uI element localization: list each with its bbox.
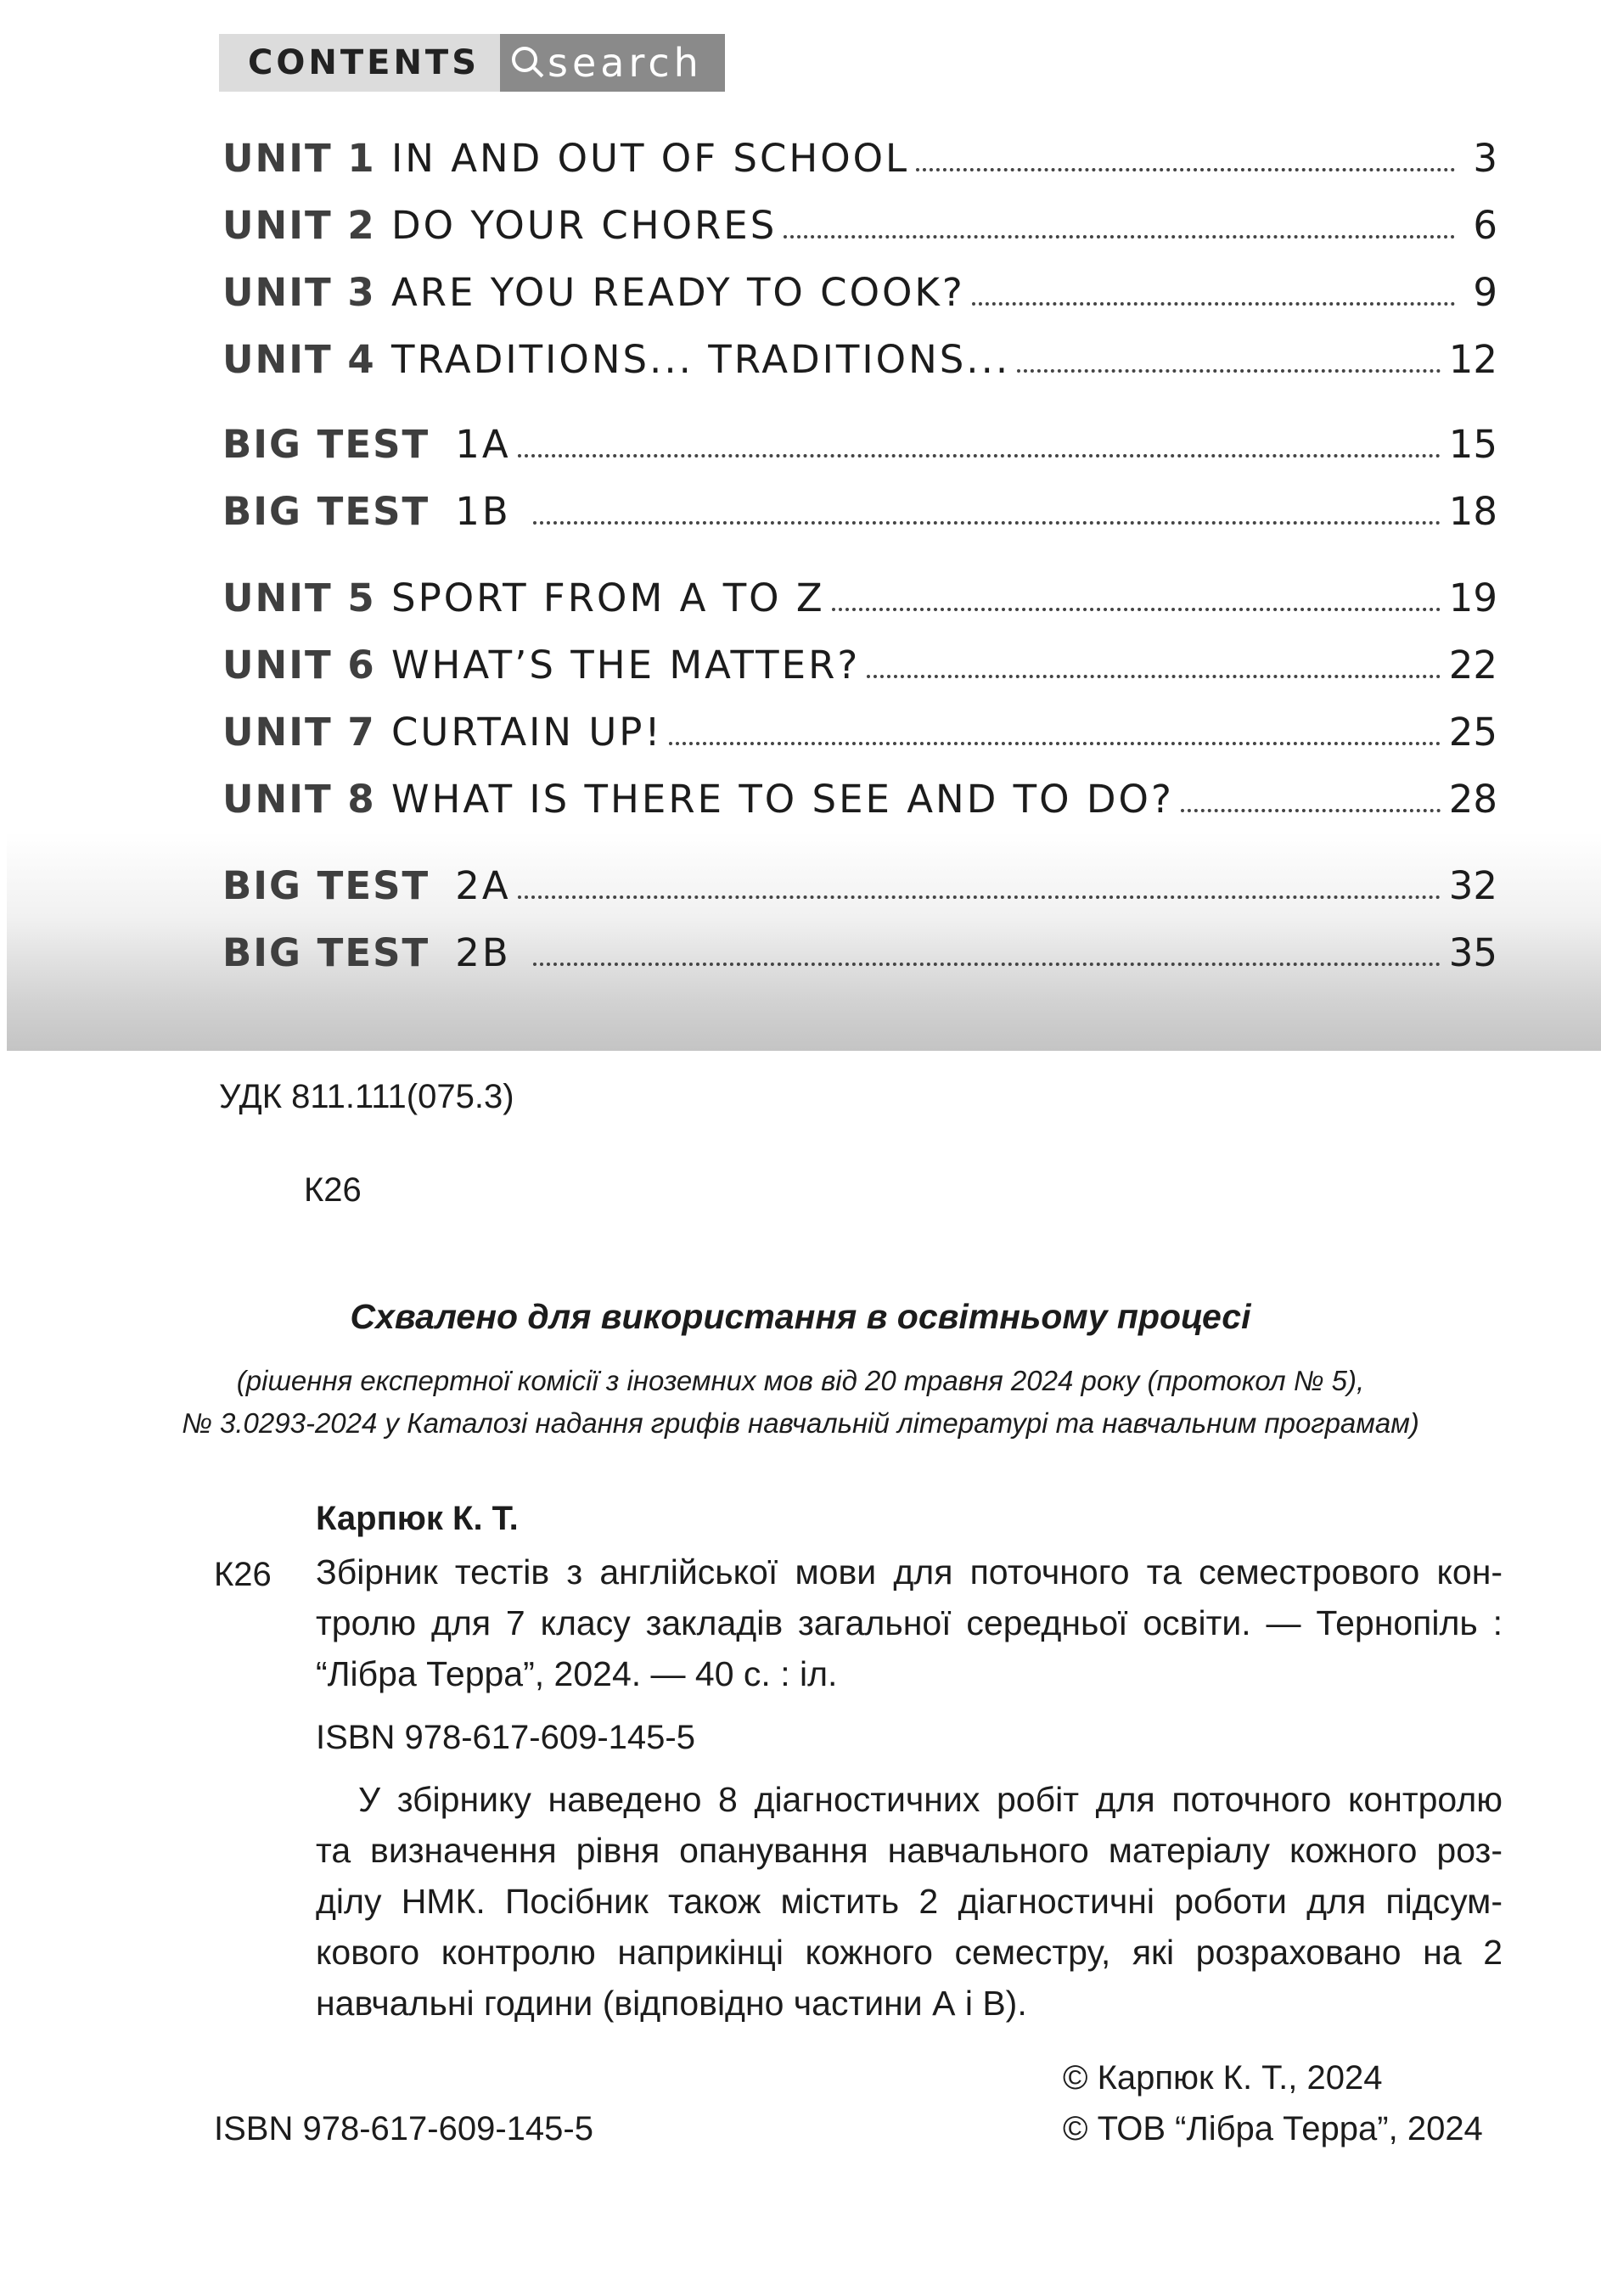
toc-entry-label: UNIT 4 [222,337,376,382]
approval-decision-line-1: (рішення експертної комісії з іноземних мов від 20 травня 2024 року (протокол № 5), [236,1365,1365,1396]
toc-entry-unit-5[interactable] [222,575,1497,635]
toc-entry-title: 1A [455,422,511,467]
toc-entry-label: UNIT 7 [222,710,376,755]
toc-entry-label: BIG TEST [222,930,430,975]
toc-leader-dots [916,144,1455,171]
toc-entry-unit-8[interactable] [222,777,1497,836]
toc-entry-page: 25 [1448,710,1497,755]
toc-entry-label: BIG TEST [222,489,430,534]
search-button[interactable] [500,34,725,92]
approval-decision-line-2: № 3.0293-2024 у Каталозі надання грифів навчальній літературі та навчальним програмам) [182,1407,1419,1439]
toc-entry-title: SPORT FROM A TO Z [391,575,825,620]
toc-entry-page: 9 [1473,270,1497,315]
toc-entry-page: 12 [1448,337,1497,382]
search-label: search [548,40,703,86]
toc-entry-label: UNIT 5 [222,575,376,620]
toc-leader-dots [669,718,1440,745]
description-line: “Лібра Терра”, 2024. — 40 с. : іл. [316,1654,838,1693]
abstract-line: навчальні години (відповідно частини А і В). [316,1984,1027,2023]
toc-entry-unit-2[interactable] [222,203,1497,262]
toc-entry-unit-4[interactable] [222,337,1497,396]
abstract-line: ділу НМК. Посібник також містить 2 діагностичні роботи для підсум- [316,1882,1503,1921]
description [316,1547,1503,1699]
toc-entry-big-test-1b[interactable] [222,489,1497,548]
toc-entry-page: 3 [1473,136,1497,181]
toc-entry-page: 28 [1448,777,1497,822]
abstract-line: кового контролю наприкінці кожного семестру, які розраховано на 2 [316,1933,1503,1972]
author-name: Карпюк К. Т. [316,1500,519,1537]
toc-entry-page: 18 [1448,489,1497,534]
toc-leader-dots [972,278,1455,306]
toc-leader-dots [518,872,1441,899]
search-icon [512,47,537,72]
copyright-publisher: © ТОВ “Лібра Терра”, 2024 [1063,2110,1483,2147]
copyright-author: © Карпюк К. Т., 2024 [1063,2059,1383,2097]
toc-entry-page: 19 [1448,575,1497,620]
contents-label: CONTENTS [219,34,500,92]
toc-entry-title: TRADITIONS... TRADITIONS... [391,337,1011,382]
toc-entry-title: ARE YOU READY TO COOK? [391,270,965,315]
toc-entry-unit-1[interactable] [222,136,1497,195]
toc-entry-unit-3[interactable] [222,270,1497,329]
toc-entry-unit-6[interactable] [222,643,1497,702]
isbn: ISBN 978-617-609-145-5 [316,1719,695,1756]
toc-entry-label: BIG TEST [222,422,430,467]
toc-entry-title: CURTAIN UP! [391,710,663,755]
abstract-line: та визначення рівня опанування навчального матеріалу кожного роз- [316,1831,1503,1870]
toc-entry-label: UNIT 2 [222,203,376,248]
toc-entry-label: BIG TEST [222,863,430,908]
toc-entry-unit-7[interactable] [222,710,1497,769]
toc-entry-title: WHAT IS THERE TO SEE AND TO DO? [391,777,1174,822]
toc-entry-label: UNIT 3 [222,270,376,315]
toc-entry-title: WHAT’S THE MATTER? [391,643,861,688]
toc-leader-dots [533,939,1441,966]
toc-entry-big-test-1a[interactable] [222,422,1497,481]
description-line: тролю для 7 класу закладів загальної середньої освіти. — Тернопіль : [316,1603,1503,1642]
bbk-code: К26 [304,1171,362,1209]
toc-entry-big-test-2a[interactable] [222,863,1497,923]
toc-entry-title: IN AND OUT OF SCHOOL [391,136,910,181]
toc-entry-title: 2A [455,863,511,908]
toc-leader-dots [867,651,1441,678]
toc-entry-page: 32 [1448,863,1497,908]
toc-entry-page: 35 [1448,930,1497,975]
toc-leader-dots [832,584,1441,611]
abstract-line: У збірнику наведено 8 діагностичних робіт для поточного контролю [358,1780,1503,1819]
footer-isbn: ISBN 978-617-609-145-5 [214,2110,593,2147]
udc-code: УДК 811.111(075.3) [219,1078,514,1115]
toc-leader-dots [533,497,1441,525]
abstract [316,1774,1503,2029]
toc-entry-title: 2B [455,930,511,975]
contents-header [219,34,725,92]
toc-entry-page: 6 [1473,203,1497,248]
description-line: Збірник тестів з англійської мови для поточного та семестрового кон- [316,1552,1503,1591]
toc-leader-dots [518,430,1441,458]
toc-leader-dots [1017,345,1441,373]
toc-entry-title: 1B [455,489,511,534]
toc-entry-page: 22 [1448,643,1497,688]
toc-leader-dots [1181,785,1441,812]
toc-entry-title: DO YOUR CHORES [391,203,778,248]
toc-entry-label: UNIT 6 [222,643,376,688]
toc-entry-big-test-2b[interactable] [222,930,1497,990]
toc-entry-page: 15 [1448,422,1497,467]
toc-entry-label: UNIT 8 [222,777,376,822]
toc-entry-label: UNIT 1 [222,136,376,181]
bbk-code-entry: К26 [214,1556,272,1593]
approval-title: Схвалено для використання в освітньому процесі [350,1297,1251,1336]
toc-leader-dots [784,211,1455,239]
